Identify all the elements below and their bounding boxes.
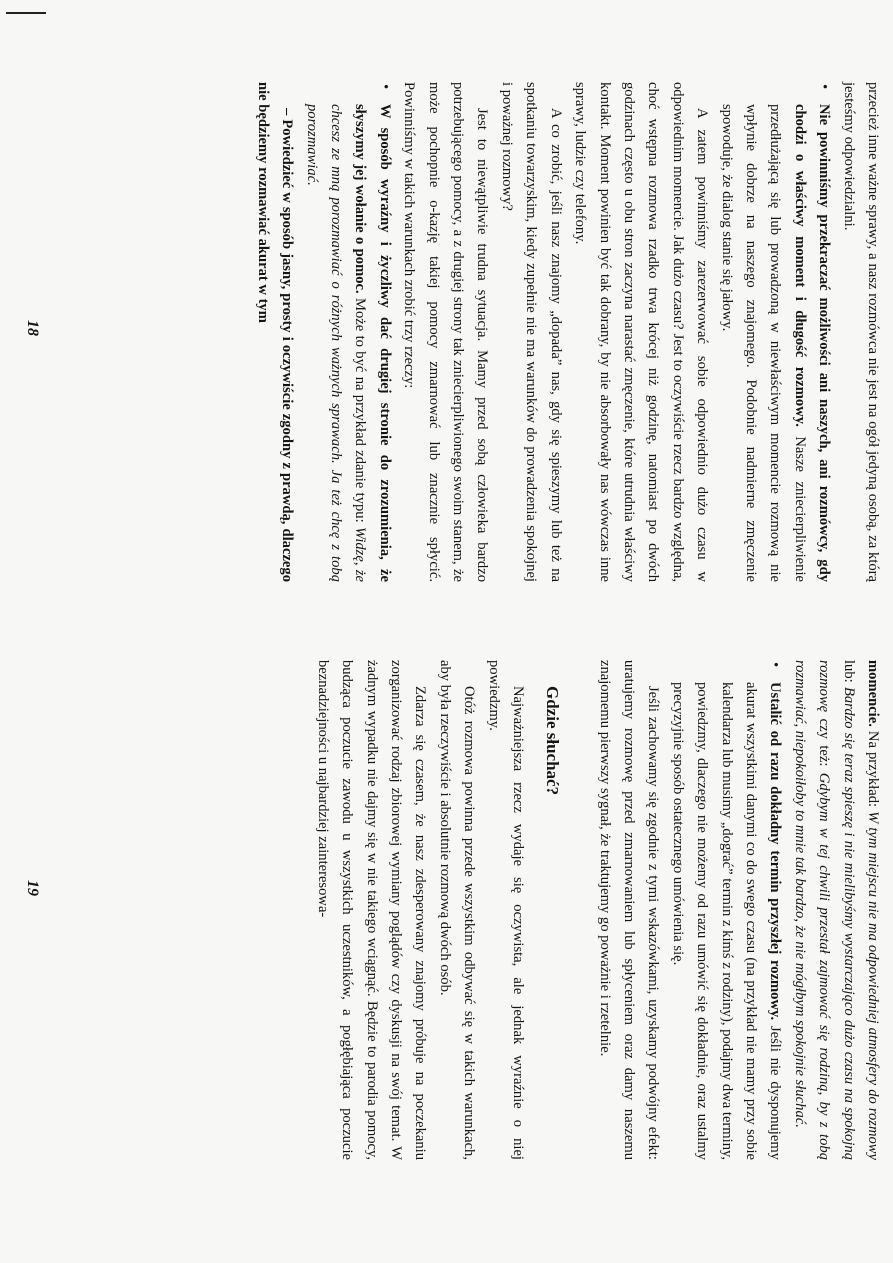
crop-mark bbox=[6, 12, 46, 14]
page-18 bbox=[0, 82, 893, 582]
bullet-item: • Ustalić od razu dokładny termin przyszłej rozmowy. Jeśli nie dysponujemy akurat wszystkimi danymi co do swego czasu (na przykład nie mamy przy sobie kalendarza lub musimy „dograć” termin z kimś z rodziny), podajmy dwa terminy, powiedzmy, dlaczego nie możemy od razu umówić się dokładnie, oraz ustalmy precyzyjnie sposób ostatecznego umówienia się. bbox=[665, 660, 787, 1160]
continued-text: przecież inne ważne sprawy, a nasz rozmówca nie jest na ogół jedyną osobą, za którą jesteśmy odpowiedzialni. bbox=[840, 82, 881, 583]
page-18-body bbox=[250, 82, 885, 582]
paragraph: Jest to niewątpliwie trudna sytuacja. Mamy przed sobą człowieka bardzo potrzebującego pomocy, a z drugiej strony tak zniecierpliwionego swoim stanem, że może pochopnie o-kazję takiej pomocy zmarnować lub znacznie spłycić. Powinniśmy w takich warunkach zrobić trzy rzeczy: bbox=[401, 82, 491, 582]
paragraph: Zdarza się czasem, że nasz zdesperowany znajomy próbuje na poczekaniu zorganizować rodzaj zbiorowej wymiany poglądów czy dyskusji na swój temat. W żadnym wypadku nie dajmy się w nie takiego wciągnąć. Będzie to parodia pomocy, budząca poczucie zawodu u wszystkich uczestników, a pogłębiająca poczucie beznadziejności u najbardziej zainteresowa- bbox=[314, 660, 429, 1160]
bullet-item: • W sposób wyraźny i życzliwy dać drugiej stronie do zrozumienia, że słyszymy jej wołanie o pomoc. Może to być na przykład zdanie typu: Widzę, że chcesz ze mną porozmawiać o różnych ważnych sprawach. Ja też chcę z tobą porozmawiać. bbox=[299, 82, 397, 582]
paragraph: A zatem powinniśmy zarezerwować sobie odpowiednio dużo czasu w odpowiednim momencie. Jak dużo czasu? Jest to oczywiście rzecz bardzo względna, choć wstępna rozmowa rzadko trwa krócej niż godzinę, natomiast po dwóch godzinach często u obu stron zaczyna narastać zmęczenie, które utrudnia właściwy kontakt. Moment powinien być tak dobrany, by nie absorbowały nas wówczas inne sprawy, ludzie czy telefony. bbox=[572, 82, 711, 582]
paragraph: Otóż rozmowa powinna przede wszystkim odbywać się w takich warunkach, aby była rzeczywiście i absolutnie rozmową dwóch osób. bbox=[436, 660, 478, 1160]
paragraph: Jeśli zachowamy się zgodnie z tymi wskazówkami, uzyskamy podwójny efekt: uratujemy rozmowę przed zmarnowaniem lub spłyceniem oraz damy naszemu znajomemu pierwszy sygnał, że traktujemy go poważnie i rzetelnie. bbox=[596, 660, 662, 1160]
page-19-body bbox=[310, 660, 885, 1160]
page-19 bbox=[0, 660, 893, 1160]
continued-text: momencie. Na przykład: W tym miejscu nie ma odpowiedniej atmosfery do rozmowy lub: Bardzo się teraz spieszę i nie mielibyśmy wystarczająco dużo czasu na spokojną rozmowę czy też: Gdybym w tej chwili przestał zajmować się rodziną, by z tobą rozmawiać, niepokoiłoby to mnie tak bardzo, że nie mógłbym spokojnie słuchać. bbox=[791, 660, 881, 1161]
paragraph: Najważniejsza rzecz wydaje się oczywista, ale jednak wyraźnie o niej powiedzmy. bbox=[485, 660, 527, 1160]
paragraph: A co zrobić, jeśli nasz znajomy „dopada” nas, gdy się spieszymy lub też na spotkaniu towarzyskim, kiedy zupełnie nie ma warunków do prowadzenia spokojnej i poważnej rozmowy? bbox=[498, 82, 564, 582]
section-heading: Gdzie słuchać? bbox=[543, 686, 563, 796]
bullet-item: • Nie powinniśmy przekraczać możliwości ani naszych, ani rozmówcy, gdy chodzi o właściwy moment i długość rozmowy. Nasze zniecierpliwienie przedłużającą się lub prowadzoną w niewłaściwym momencie rozmową nie wpłynie dobrze na naszego znajomego. Podobnie nadmierne zmęczenie spowoduje, że dialog stanie się jałowy. bbox=[714, 82, 836, 582]
dash-item: – Powiedzieć w sposób jasny, prosty i oczywiście zgodny z prawdą, dlaczego nie będziemy rozmawiać akurat w tym bbox=[254, 82, 296, 582]
page-number: 18 bbox=[24, 320, 41, 336]
page-number: 19 bbox=[24, 880, 41, 896]
